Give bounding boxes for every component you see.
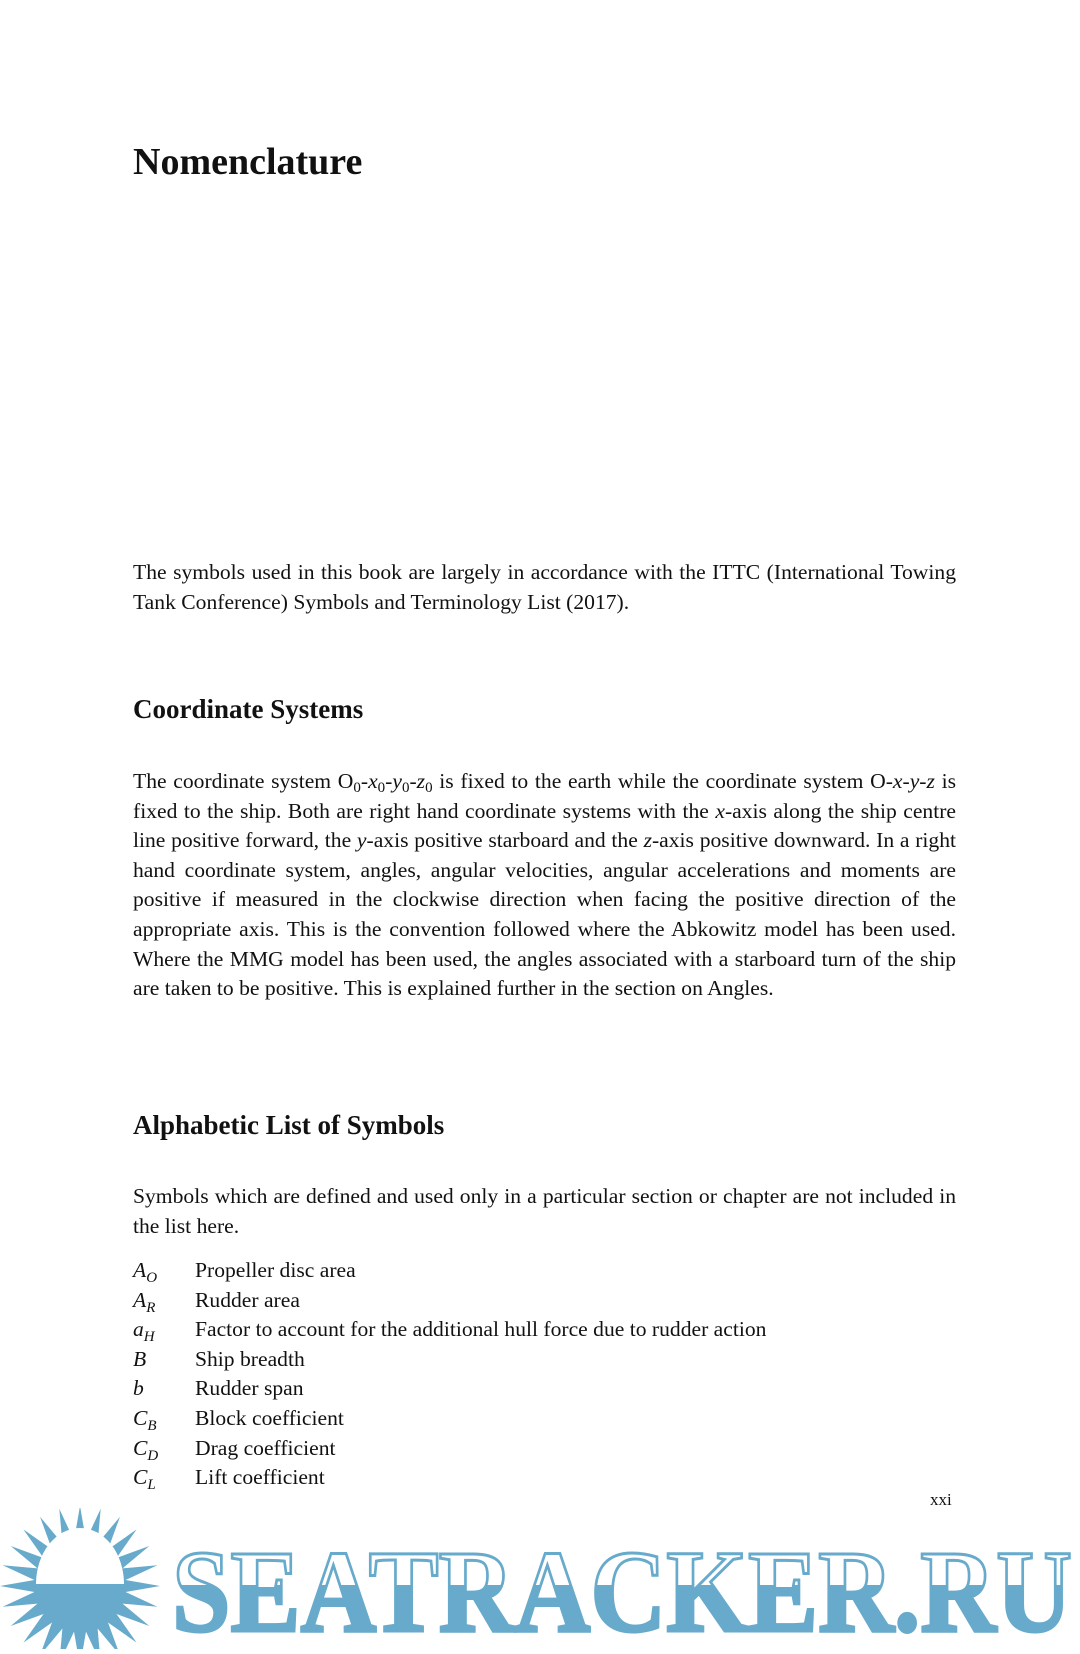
symbol	[133, 1286, 195, 1316]
symbol-row	[133, 1315, 766, 1345]
math-variable: y	[356, 828, 367, 853]
watermark-text: SEATRACKER.RU	[172, 1526, 1072, 1649]
math-variable: z	[926, 769, 935, 793]
text-segment: The coordinate system O	[133, 769, 354, 793]
text-segment: -axis positive starboard and the	[366, 828, 644, 853]
math-variable: z	[416, 769, 426, 793]
symbol	[133, 1315, 195, 1345]
intro-paragraph: The symbols used in this book are largely in accordance with the ITTC (International Towing Tank Conference) Symbols and Terminology List (2017).	[133, 560, 956, 614]
subscript: 0	[353, 780, 361, 796]
text-segment: -	[385, 769, 393, 793]
symbol-subscript: H	[143, 1329, 155, 1346]
math-variable: z	[643, 828, 652, 853]
sun-icon	[0, 1508, 160, 1649]
symbol-row	[133, 1404, 766, 1434]
symbol-row	[133, 1256, 766, 1286]
symbol-description: Lift coefficient	[195, 1465, 325, 1490]
symbol-base: C	[133, 1405, 148, 1430]
symbol-row	[133, 1463, 766, 1493]
coordinate-systems-paragraph	[133, 767, 956, 1004]
math-variable: y	[392, 769, 402, 793]
math-variable: x	[715, 798, 725, 823]
symbol	[133, 1463, 195, 1493]
text-segment: -	[919, 769, 927, 793]
symbol-subscript: D	[147, 1447, 159, 1464]
symbol-description: Block coefficient	[195, 1405, 344, 1430]
symbol-base: A	[133, 1258, 147, 1282]
symbol-base: C	[133, 1465, 148, 1490]
symbols-heading: Alphabetic List of Symbols	[133, 1110, 445, 1140]
symbol-base: a	[133, 1317, 144, 1342]
symbol-description: Rudder area	[195, 1287, 300, 1312]
math-variable: x	[892, 769, 903, 793]
text-segment: -axis positive downward. In a right hand coordinate system, angles, angular velocities, angular accelerations and moments are positive if measured in the clockwise direction when facing the positive direction of the appropriate axis. This is the convention followed where the Abkowitz model has been used. Where the MMG model has been used, the angles associated with a starboard turn of the ship are taken to be positive. This is explained further in the section on Angles.	[133, 828, 957, 1001]
symbol-description: Factor to account for the additional hull force due to rudder action	[195, 1317, 767, 1342]
page-number: xxi	[930, 1490, 952, 1509]
symbol	[133, 1345, 195, 1375]
text-segment: -	[409, 769, 417, 793]
symbol-description: Rudder span	[195, 1376, 304, 1401]
symbol-description: Ship breadth	[195, 1346, 305, 1371]
symbol-base: A	[133, 1287, 147, 1312]
symbol-base: C	[133, 1435, 148, 1460]
subscript: 0	[377, 780, 386, 796]
symbol	[133, 1404, 195, 1434]
symbol-subscript: L	[147, 1477, 156, 1494]
math-variable: x	[368, 769, 378, 793]
symbol-base: b	[133, 1376, 144, 1401]
subscript: 0	[401, 780, 410, 796]
math-variable: y	[909, 769, 920, 793]
symbol-row	[133, 1286, 766, 1316]
subscript: 0	[425, 780, 433, 796]
text-segment: -axis along the ship centre line positive forward, the	[133, 798, 957, 853]
symbol-row	[133, 1434, 766, 1464]
seatracker-watermark-logo	[0, 1508, 1080, 1654]
symbol-list	[133, 1256, 766, 1493]
symbol-subscript: O	[146, 1270, 158, 1286]
text-segment: is fixed to the ship. Both are right hand coordinate systems with the	[133, 769, 956, 823]
page-title: Nomenclature	[133, 141, 363, 183]
symbol-row	[133, 1345, 766, 1375]
symbol	[133, 1434, 195, 1464]
text-segment: -	[902, 769, 910, 793]
symbol-subscript: B	[147, 1417, 157, 1434]
symbols-intro-paragraph: Symbols which are defined and used only in a particular section or chapter are not included in the list here.	[133, 1184, 956, 1238]
symbol	[133, 1256, 195, 1286]
symbol-description: Propeller disc area	[195, 1258, 356, 1282]
text-segment: is fixed to the earth while the coordinate system O-	[432, 769, 893, 793]
coordinate-systems-heading: Coordinate Systems	[133, 694, 364, 724]
symbol-base: B	[133, 1346, 147, 1371]
symbol-row	[133, 1374, 766, 1404]
text-segment: -	[360, 769, 369, 793]
symbol	[133, 1374, 195, 1404]
symbol-subscript: R	[146, 1299, 156, 1316]
symbol-description: Drag coefficient	[195, 1435, 336, 1460]
